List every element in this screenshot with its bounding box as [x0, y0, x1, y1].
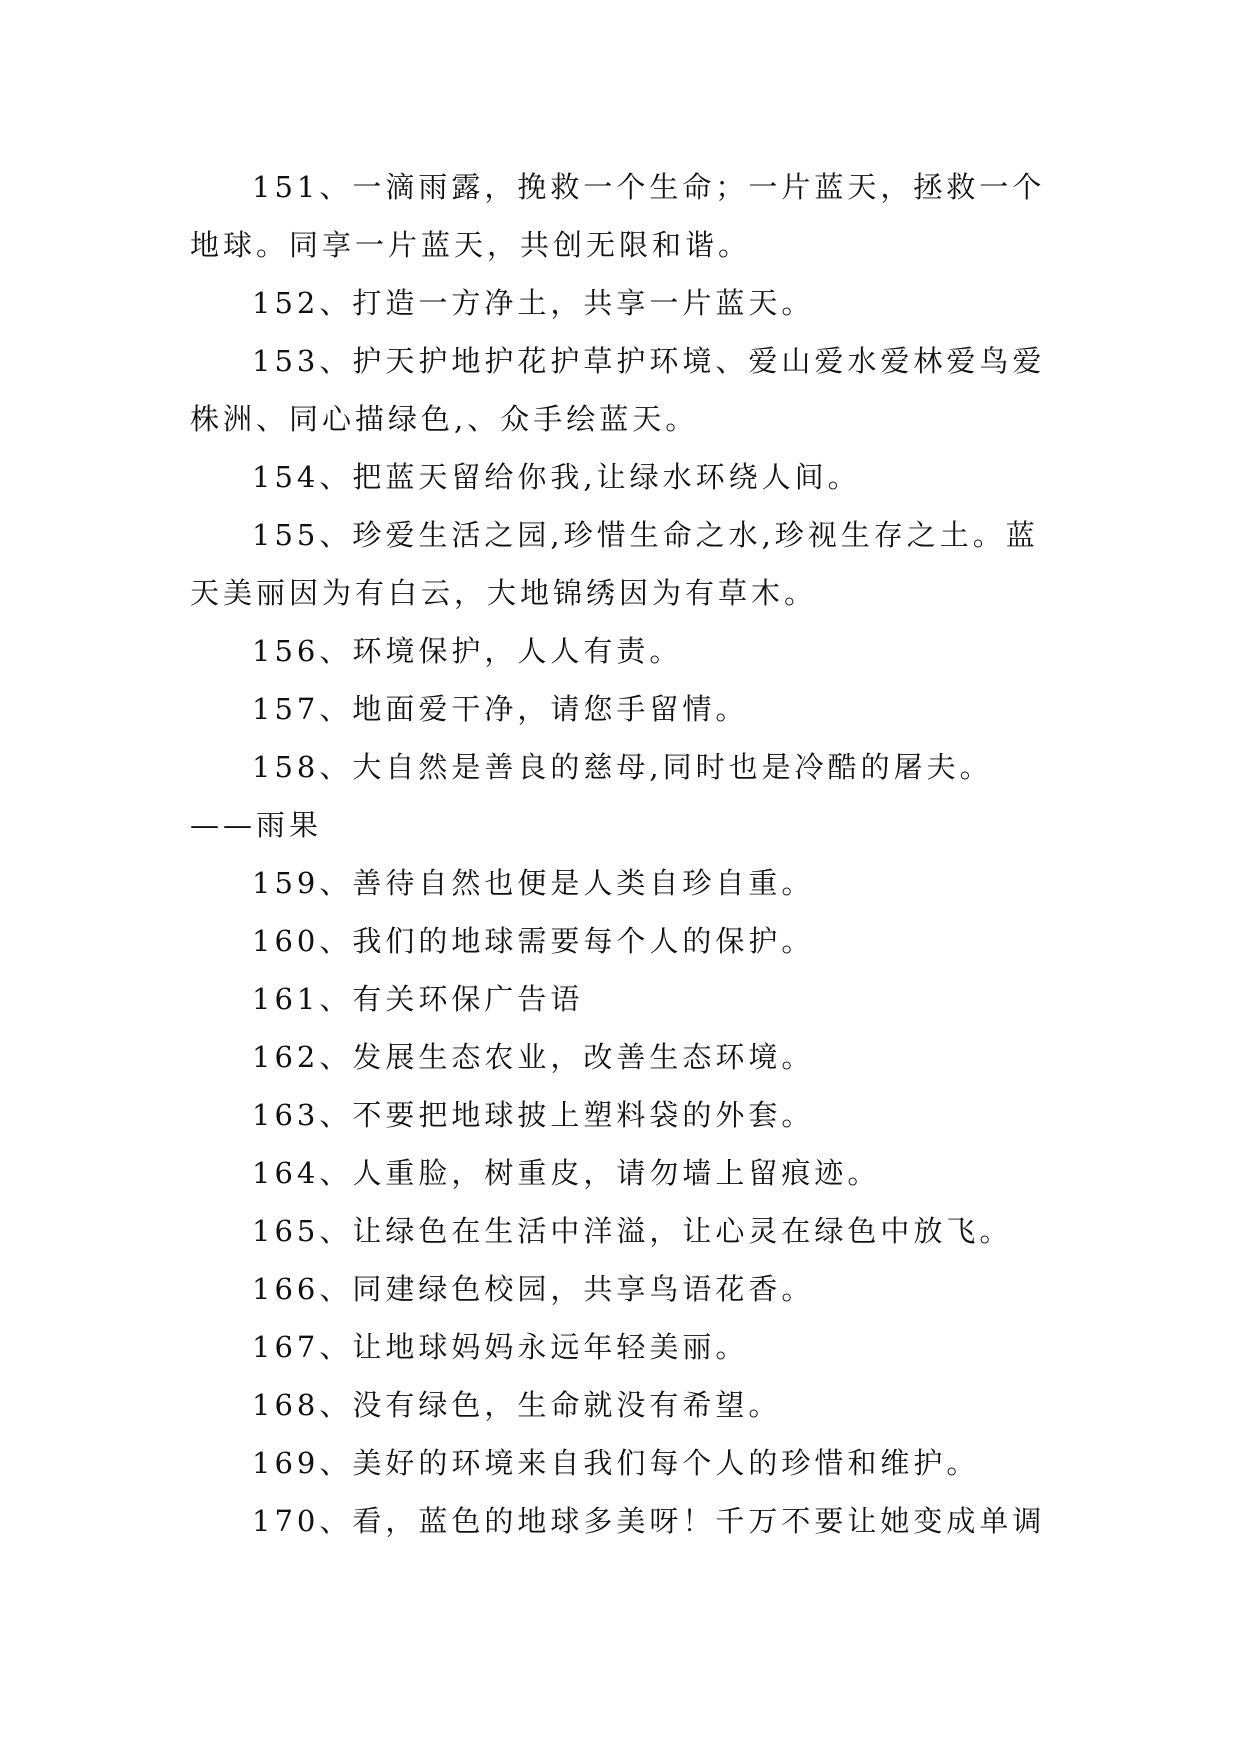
paragraph: 163、不要把地球披上塑料袋的外套。	[252, 1098, 815, 1132]
paragraph: 167、让地球妈妈永远年轻美丽。	[252, 1330, 749, 1364]
paragraph: 156、环境保护，人人有责。	[252, 634, 683, 668]
paragraph: 164、人重脸，树重皮，请勿墙上留痕迹。	[252, 1156, 881, 1190]
paragraph: 159、善待自然也便是人类自珍自重。	[252, 866, 815, 900]
paragraph: 155、珍爱生活之园,珍惜生命之水,珍视生存之土。蓝天美丽因为有白云，大地锦绣因为有草木。	[190, 518, 1039, 610]
paragraph: 165、让绿色在生活中洋溢，让心灵在绿色中放飞。	[252, 1214, 1013, 1248]
paragraph: 158、大自然是善良的慈母,同时也是冷酷的屠夫。——雨果	[190, 750, 993, 842]
paragraph: 151、一滴雨露，挽救一个生命；一片蓝天，拯救一个地球。同享一片蓝天，共创无限和谐。	[190, 170, 1046, 262]
paragraph: 169、美好的环境来自我们每个人的珍惜和维护。	[252, 1446, 980, 1480]
paragraph: 161、有关环保广告语	[252, 982, 584, 1016]
paragraph: 154、把蓝天留给你我,让绿水环绕人间。	[252, 460, 861, 494]
paragraph: 160、我们的地球需要每个人的保护。	[252, 924, 815, 958]
paragraph: 170、看，蓝色的地球多美呀！千万不要让她变成单调	[252, 1504, 1046, 1538]
paragraph: 153、护天护地护花护草护环境、爱山爱水爱林爱鸟爱株洲、同心描绿色,、众手绘蓝天。	[190, 344, 1046, 436]
paragraph: 168、没有绿色，生命就没有希望。	[252, 1388, 782, 1422]
paragraph: 157、地面爱干净，请您手留情。	[252, 692, 749, 726]
paragraph: 166、同建绿色校园，共享鸟语花香。	[252, 1272, 815, 1306]
document-body	[190, 158, 1052, 1550]
paragraph: 152、打造一方净土，共享一片蓝天。	[252, 286, 815, 320]
paragraph: 162、发展生态农业，改善生态环境。	[252, 1040, 815, 1074]
